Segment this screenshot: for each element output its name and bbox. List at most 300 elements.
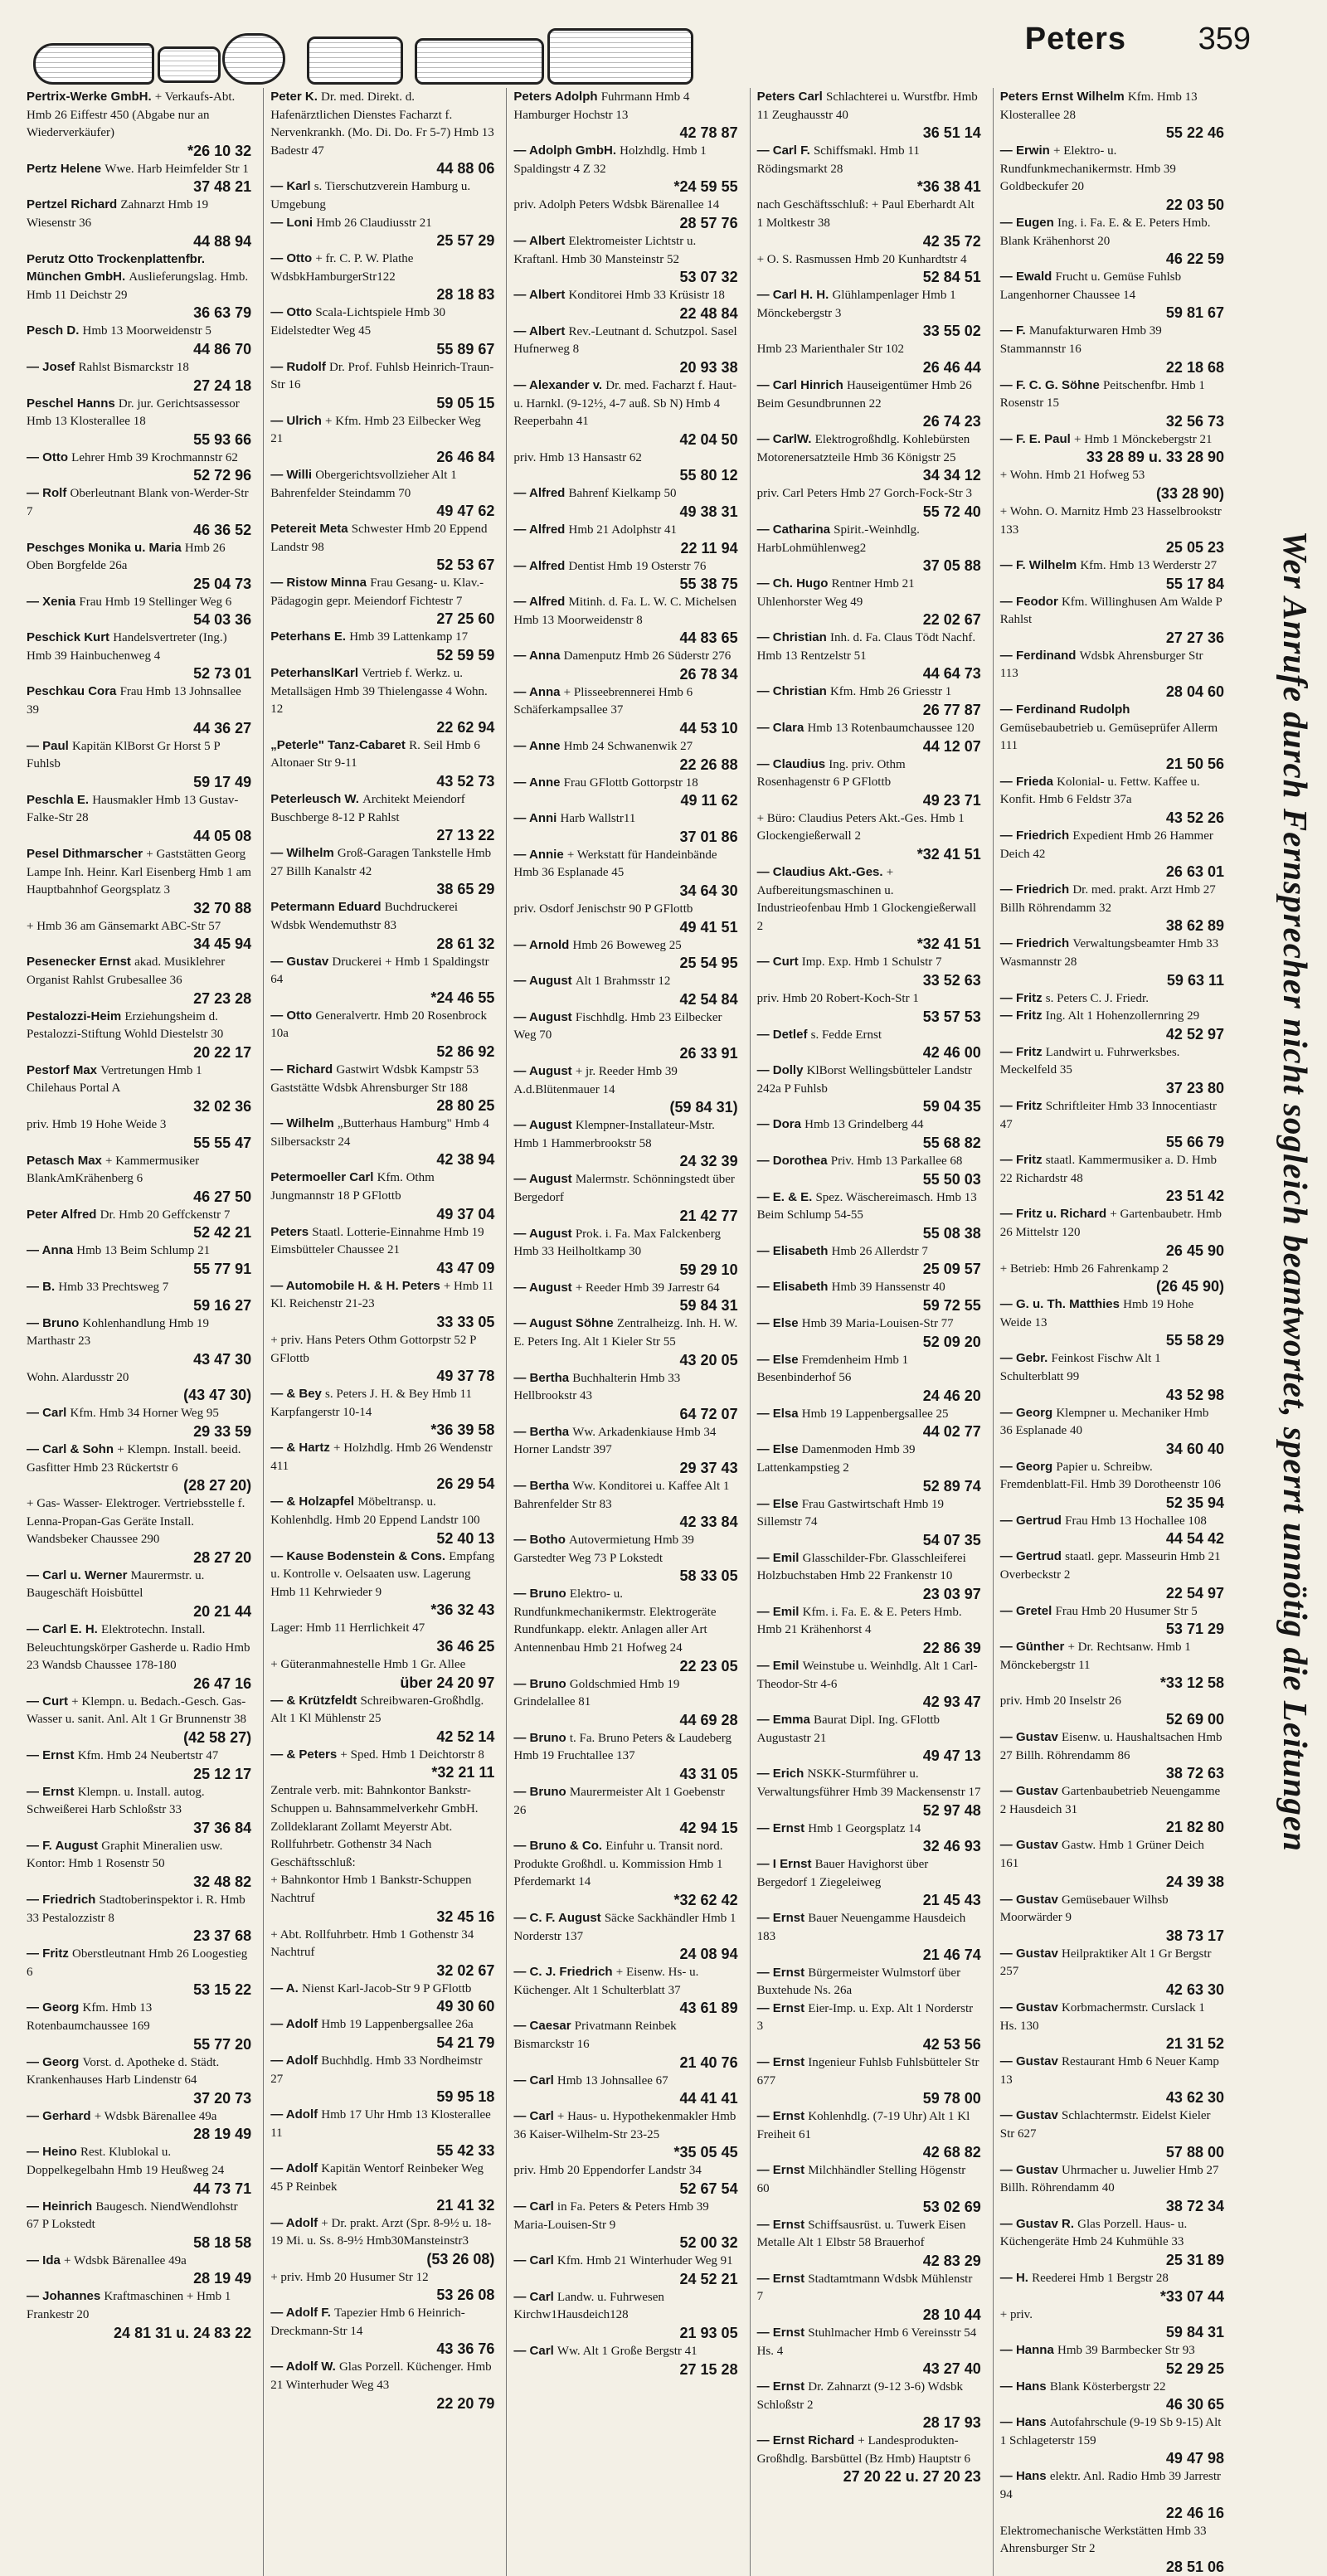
- entry-details: Konditorei Hmb 33 Krüsistr 18: [568, 289, 725, 303]
- entry-details: priv. Hmb 20 Eppendorfer Landstr 34: [513, 2164, 702, 2178]
- directory-entry: [1000, 2053, 1224, 2107]
- entry-phone-number: 26 33 91: [679, 1045, 738, 1062]
- entry-details: Landwirt u. Fuhrwerksbes. Meckelfeld 35: [999, 1045, 1180, 1077]
- entry-name: — Friedrich: [999, 829, 1073, 843]
- entry-name: — Ida: [27, 2253, 65, 2267]
- directory-entry: [1000, 1151, 1224, 1205]
- entry-name: — Heinrich: [27, 2199, 96, 2214]
- entry-details: Landw. u. Fuhrwesen Kirchw1Hausdeich128: [513, 2290, 664, 2322]
- directory-entry: [513, 2017, 737, 2071]
- directory-entry: [27, 593, 251, 629]
- entry-details: Scala-Lichtspiele Hmb 30 Eidelstedter Weg 45: [270, 306, 445, 338]
- directory-entry: [27, 1062, 251, 1115]
- directory-entry: [757, 1549, 981, 1603]
- entry-name: — Alexander v.: [513, 377, 606, 392]
- entry-name: Pestalozzi-Heim: [27, 1009, 125, 1023]
- entry-details: Hmb 39 Barmbecker Str 93: [1057, 2344, 1195, 2358]
- directory-entry: [1000, 1458, 1224, 1512]
- entry-phone-number: *33 12 58: [1159, 1674, 1224, 1692]
- entry-name: — Bruno & Co.: [513, 1839, 606, 1854]
- entry-details: Kfm. Willinghusen Am Walde P Rahlst: [999, 595, 1222, 627]
- entry-details: Elektrotechn. Install. Beleuchtungskörper Gasherde u. Radio Hmb 23 Wandsb Chaussee 178-180: [27, 1623, 250, 1673]
- directory-entry: [757, 1495, 981, 1549]
- entry-name: — & Hartz: [270, 1441, 334, 1456]
- briefcase-icon: [415, 38, 544, 85]
- directory-entry: [757, 142, 981, 196]
- entry-name: — Ulrich: [270, 413, 326, 428]
- directory-entry: [513, 1729, 737, 1783]
- directory-column: [750, 88, 988, 2576]
- entry-name: — August: [513, 1118, 576, 1133]
- entry-name: — Carl: [513, 2253, 557, 2268]
- entry-details: + Wohn. O. Marnitz Hmb 23 Hasselbrookstr 133: [999, 504, 1222, 537]
- entry-phone-number: 52 97 48: [922, 1801, 981, 1819]
- directory-entry: [513, 2072, 737, 2108]
- entry-details: Korbmachermstr. Curslack 1 Hs. 130: [999, 2000, 1205, 2033]
- entry-details: + fr. C. P. W. Plathe WdsbkHamburgerStr122: [270, 252, 414, 284]
- entry-phone-number: 49 23 71: [922, 791, 981, 809]
- entry-name: — Bruno: [513, 1587, 570, 1601]
- entry-name: — Georg: [27, 2054, 83, 2069]
- entry-details: Ingenieur Fuhlsb Fuhlsbütteler Str 677: [756, 2055, 979, 2088]
- entry-details: + Reeder Hmb 39 Jarrestr 64: [575, 1281, 720, 1295]
- entry-details: Frau Gastwirtschaft Hmb 19 Sillemstr 74: [756, 1497, 945, 1529]
- entry-name: — Dolly: [756, 1063, 807, 1078]
- entry-name: — Gustav: [999, 2108, 1062, 2123]
- directory-entry: [513, 972, 737, 1009]
- directory-entry: [270, 1619, 494, 1655]
- entry-phone-number: 44 12 07: [922, 737, 981, 755]
- directory-column: [993, 88, 1231, 2576]
- entry-name: — Anne: [513, 775, 564, 790]
- entry-name: — Adolf W.: [270, 2360, 339, 2374]
- directory-entry: [270, 628, 494, 664]
- entry-phone-number: 27 15 28: [679, 2360, 738, 2378]
- entry-phone-number: 43 52 26: [1165, 809, 1224, 827]
- entry-phone-number: 49 37 78: [436, 1368, 495, 1385]
- entry-details: Hausmakler Hmb 13 Gustav-Falke-Str 28: [27, 793, 239, 825]
- entry-details: Hmb 13 Moorweidenstr 5: [82, 324, 211, 338]
- entry-phone-number: 27 23 28: [193, 989, 252, 1007]
- gloves-icon: [158, 46, 221, 83]
- entry-name: — CarlW.: [756, 432, 815, 447]
- directory-entry: [27, 2143, 251, 2197]
- entry-phone-number: *35 05 45: [673, 2144, 738, 2161]
- entry-phone-number: 55 55 47: [193, 1134, 252, 1151]
- directory-entry: [27, 539, 251, 593]
- entry-phone-number: 42 78 87: [679, 124, 738, 142]
- directory-entry: [1000, 1548, 1224, 1601]
- directory-entry: [270, 1115, 494, 1169]
- directory-entry: [27, 1693, 251, 1747]
- entry-details: + Klempn. u. Bedach.-Gesch. Gas- Wasser u. sanit. Anl. Alt 1 Gr Brunnenstr 38: [27, 1694, 247, 1727]
- directory-entry: [270, 953, 494, 1007]
- entry-phone-number: 59 81 67: [1165, 304, 1224, 322]
- entry-details: Klempner-Installateur-Mstr. Hmb 1 Hammerbrookstr 58: [513, 1119, 715, 1150]
- directory-entry: [1000, 503, 1224, 557]
- directory-entry: [270, 304, 494, 357]
- directory-entry: [270, 1980, 494, 2016]
- entry-name: — Gustav R.: [999, 2216, 1078, 2231]
- directory-entry: [513, 1477, 737, 1531]
- entry-phone-number: 59 78 00: [922, 2090, 981, 2107]
- entry-details: Möbeltransp. u. Kohlenhdlg. Hmb 20 Eppend Landstr 100: [270, 1495, 480, 1528]
- entry-details: + Gartenbaubetr. Hmb 26 Mittelstr 120: [999, 1208, 1222, 1239]
- entry-phone-number: 43 27 40: [922, 2360, 981, 2378]
- entry-details: Vertretungen Hmb 1 Chilehaus Portal A: [27, 1063, 202, 1096]
- entry-phone-number: 55 80 12: [679, 467, 738, 484]
- directory-entry: [757, 629, 981, 683]
- entry-details: + Wohn. Hmb 21 Hofweg 53: [999, 469, 1145, 483]
- entry-name: — Caesar: [513, 2019, 575, 2034]
- entry-details: + Hmb 11 Kl. Reichenstr 21-23: [270, 1279, 494, 1311]
- entry-name: — Ernst: [27, 1784, 78, 1799]
- directory-entry: [513, 557, 737, 594]
- directory-entry: [270, 1061, 494, 1115]
- directory-entry: [270, 2214, 494, 2268]
- directory-entry: [27, 791, 251, 845]
- directory-entry: [27, 953, 251, 1007]
- entry-details: Hmb 13 Rotenbaumchaussee 120: [807, 722, 975, 736]
- entry-phone-number: 25 09 57: [922, 1261, 981, 1278]
- entry-phone-number: 42 46 00: [922, 1044, 981, 1062]
- entry-phone-number: über 24 20 97: [400, 1674, 495, 1691]
- entry-details: Kfm. Othm Jungmannstr 18 P GFlottb: [270, 1171, 435, 1203]
- directory-entry: [270, 1493, 494, 1547]
- entry-details: Hmb 19 Lappenbergsallee 25: [801, 1407, 949, 1421]
- entry-name: — F. E. Paul: [999, 431, 1074, 446]
- directory-entry: [27, 2287, 251, 2341]
- entry-details: Frau Hmb 20 Husumer Str 5: [1055, 1604, 1198, 1618]
- entry-details: Verwaltungsbeamter Hmb 33 Wasmannstr 28: [999, 937, 1219, 969]
- entry-name: Pesch D.: [27, 323, 83, 338]
- entry-name: — Carl & Sohn: [27, 1441, 118, 1456]
- purse-icon: [222, 33, 285, 85]
- entry-phone-number: 54 03 36: [193, 611, 252, 629]
- entry-phone-number: 55 77 91: [193, 1260, 252, 1277]
- entry-phone-number: 59 84 31: [679, 1297, 738, 1315]
- entry-name: — Carl: [513, 2199, 557, 2214]
- entry-phone-number: 54 07 35: [922, 1531, 981, 1548]
- entry-details: Oberleutnant Blank von-Werder-Str 7: [27, 487, 249, 518]
- entry-phone-number: 37 05 88: [922, 557, 981, 575]
- entry-name: — Elisabeth: [756, 1280, 832, 1295]
- entry-name: — Emil: [756, 1550, 803, 1565]
- entry-phone-number: *32 41 51: [916, 846, 981, 863]
- entry-phone-number: 42 04 50: [679, 430, 738, 448]
- entry-details: priv. Hmb 20 Robert-Koch-Str 1: [756, 992, 919, 1005]
- entry-details: Zentralheizg. Inh. H. W. E. Peters Ing. Alt 1 Kieler Str 55: [513, 1317, 738, 1349]
- entry-phone-number: 28 18 83: [436, 286, 495, 304]
- entry-phone-number: 43 47 09: [436, 1259, 495, 1276]
- entry-details: Heilpraktiker Alt 1 Gr Bergstr 257: [999, 1947, 1212, 1979]
- entry-phone-number: 26 74 23: [922, 413, 981, 430]
- entry-phone-number: 37 01 86: [679, 828, 738, 845]
- entry-details: Elektromechanische Werkstätten Hmb 33 Ahrensburger Str 2: [999, 2524, 1207, 2556]
- entry-name: — Eugen: [999, 215, 1057, 230]
- entry-phone-number: 59 84 31: [1165, 2324, 1224, 2341]
- entry-name: — Emil: [756, 1659, 803, 1674]
- directory-entry: [270, 2106, 494, 2160]
- entry-phone-number: 53 02 69: [922, 2198, 981, 2215]
- entry-details: priv. Osdorf Jenischstr 90 P GFlottb: [513, 902, 693, 916]
- entry-name: — Ernst: [756, 1820, 809, 1835]
- entry-name: — Gertrud: [999, 1549, 1066, 1564]
- entry-details: Harb Wallstr11: [560, 812, 636, 826]
- entry-details: Schwester Hmb 20 Eppend Landstr 98: [270, 522, 488, 554]
- entry-details: + jr. Reeder Hmb 39 A.d.Blütenmauer 14: [513, 1065, 678, 1096]
- entry-phone-number: 43 31 05: [679, 1766, 738, 1783]
- directory-entry: [27, 1315, 251, 1368]
- directory-entry: [757, 1278, 981, 1315]
- entry-details: Imp. Exp. Hmb 1 Schulstr 7: [801, 955, 942, 970]
- entry-phone-number: 26 47 16: [193, 1674, 252, 1692]
- directory-entry: [27, 1567, 251, 1621]
- entry-phone-number: 49 37 04: [436, 1205, 495, 1222]
- entry-details: Säcke Sackhändler Hmb 1 Norderstr 137: [513, 1912, 736, 1943]
- entry-phone-number: 52 29 25: [1165, 2360, 1224, 2377]
- entry-name: — Dorothea: [756, 1153, 831, 1168]
- entry-details: Lehrer Hmb 39 Krochmannstr 62: [71, 450, 238, 464]
- entry-name: — Anna: [513, 649, 564, 663]
- entry-phone-number: 43 20 05: [679, 1351, 738, 1368]
- entry-name: — Friedrich: [999, 936, 1073, 951]
- directory-entry: [1000, 1638, 1224, 1692]
- entry-details: Schiffsmakl. Hmb 11 Rödingsmarkt 28: [756, 144, 920, 176]
- entry-phone-number: 38 62 89: [1165, 917, 1224, 935]
- entry-details: Wwe. Harb Heimfelder Str 1: [105, 162, 249, 176]
- entry-name: — Xenia: [27, 594, 80, 609]
- entry-details: Blank Kösterbergstr 22: [1049, 2379, 1166, 2394]
- entry-details: Hmb 24 Schwanenwik 27: [563, 740, 693, 754]
- entry-details: s. Peters C. J. Friedr.: [1045, 991, 1149, 1005]
- directory-entry: [513, 1531, 737, 1585]
- directory-entry: [27, 88, 251, 160]
- directory-entry: [1000, 2378, 1224, 2414]
- directory-entry: [513, 1675, 737, 1729]
- entry-phone-number: 52 53 67: [436, 557, 495, 574]
- entry-name: — August: [513, 1172, 576, 1187]
- directory-entry: [27, 1441, 251, 1495]
- directory-entry: [757, 1657, 981, 1711]
- directory-entry: [757, 1351, 981, 1405]
- entry-details: Manufakturwaren Hmb 39 Stammannstr 16: [999, 324, 1162, 356]
- entry-name: Petasch Max: [27, 1153, 106, 1168]
- entry-phone-number: 33 33 05: [436, 1313, 495, 1330]
- entry-name: — Claudius Akt.-Ges.: [756, 865, 887, 880]
- entry-phone-number: 44 83 65: [679, 629, 738, 647]
- directory-entry: [27, 484, 251, 538]
- directory-entry: [27, 1115, 251, 1152]
- entry-phone-number: (53 26 08): [426, 2250, 495, 2267]
- entry-name: — Ernst: [27, 1748, 78, 1763]
- entry-name: Peschges Monika u. Maria: [27, 540, 185, 555]
- entry-phone-number: 34 64 30: [679, 882, 738, 900]
- directory-entry: [270, 790, 494, 844]
- entry-details: + Gas- Wasser- Elektroger. Vertriebsstelle f. Lenna-Propan-Gas Geräte Install. Wandsbeker Chaussee 290: [27, 1497, 245, 1547]
- directory-entry: [513, 2198, 737, 2252]
- directory-entry: [270, 1439, 494, 1493]
- directory-entry: [757, 1855, 981, 1909]
- entry-name: — Bruno: [513, 1676, 570, 1691]
- directory-entry: [513, 593, 737, 647]
- entry-name: Peterhans E.: [270, 629, 350, 644]
- entry-name: — Adolf F.: [270, 2306, 335, 2321]
- entry-details: Glasschilder-Fbr. Glasschleiferei Holzbuchstaben Hmb 22 Frankenstr 10: [756, 1551, 966, 1583]
- entry-name: — Albert: [513, 233, 569, 248]
- entry-details: Dr. Zahnarzt (9-12 3-6) Wdsbk Schloßstr 2: [756, 2380, 964, 2412]
- entry-name: — Alfred: [513, 558, 569, 573]
- directory-entry: [513, 1315, 737, 1368]
- directory-entry: [270, 844, 494, 898]
- directory-entry: [757, 340, 981, 377]
- entry-name: — Georg: [27, 2000, 83, 2015]
- entry-phone-number: 42 68 82: [922, 2144, 981, 2161]
- entry-name: — Adolf: [270, 2017, 322, 2032]
- entry-phone-number: 52 35 94: [1165, 1494, 1224, 1511]
- directory-entry: [1000, 2522, 1224, 2576]
- entry-name: — Ernst: [756, 2271, 809, 2286]
- entry-phone-number: 49 47 62: [436, 503, 495, 520]
- entry-phone-number: 26 45 90: [1165, 1242, 1224, 1259]
- entry-details: + Kammermusiker BlankAmKrähenberg 6: [27, 1154, 200, 1186]
- entry-phone-number: 20 93 38: [679, 358, 738, 376]
- entry-name: — Albert: [513, 323, 569, 338]
- directory-entry: [757, 521, 981, 575]
- entry-phone-number: 26 63 01: [1165, 863, 1224, 881]
- entry-name: — Carl F.: [756, 143, 814, 158]
- entry-details: + Güteranmahnestelle Hmb 1 Gr. Allee: [270, 1658, 466, 1672]
- entry-details: priv. Carl Peters Hmb 27 Gorch-Fock-Str 3: [756, 487, 972, 501]
- entry-phone-number: 37 48 21: [193, 178, 252, 196]
- entry-name: — Bertha: [513, 1478, 573, 1493]
- directory-entry: [757, 1115, 981, 1152]
- entry-details: Priv. Hmb 13 Parkallee 68: [830, 1154, 963, 1168]
- directory-entry: [27, 1945, 251, 1999]
- entry-phone-number: 59 17 49: [193, 773, 252, 790]
- entry-phone-number: 24 08 94: [679, 1946, 738, 1963]
- entry-name: PeterhanslKarl: [270, 666, 362, 681]
- entry-details: Architekt Meiendorf Buschberge 8-12 P Rahlst: [270, 793, 465, 824]
- suitcase-icon: [33, 43, 154, 85]
- entry-phone-number: 28 51 06: [1165, 2558, 1224, 2575]
- directory-entry: [757, 1026, 981, 1062]
- entry-name: — Hanna: [999, 2343, 1057, 2358]
- directory-entry: [757, 2000, 981, 2054]
- directory-entry: [270, 214, 494, 250]
- entry-phone-number: 22 54 97: [1165, 1584, 1224, 1601]
- entry-phone-number: 44 86 70: [193, 340, 252, 357]
- entry-phone-number: 59 04 35: [922, 1098, 981, 1115]
- directory-entry: [270, 898, 494, 952]
- directory-entry: [513, 232, 737, 286]
- entry-phone-number: 44 36 27: [193, 719, 252, 736]
- entry-details: Restaurant Hmb 6 Neuer Kamp 13: [999, 2055, 1219, 2087]
- directory-entry: [757, 250, 981, 287]
- entry-details: s. Tierschutzverein Hamburg u. Umgebung: [270, 180, 471, 211]
- directory-entry: [1000, 989, 1224, 1008]
- entry-details: Kohlenhdlg. (7-19 Uhr) Alt 1 Kl Freiheit 61: [756, 2110, 970, 2141]
- entry-name: — Ernst: [756, 1965, 809, 1980]
- entry-details: Wohn. Alardusstr 20: [27, 1370, 129, 1384]
- directory-entry: [1000, 1999, 1224, 2053]
- entry-details: Bauer Havighorst über Bergedorf 1 Ziegeleiweg: [756, 1858, 929, 1889]
- directory-entry: [513, 1009, 737, 1062]
- entry-details: Dr. med. Facharzt f. Haut- u. Harnkl. (9-12½, 4-7 auß. Sb N) Hmb 4 Reeperbahn 41: [513, 378, 737, 429]
- entry-name: — A.: [270, 1981, 302, 1995]
- directory-entry: [270, 88, 494, 177]
- directory-entry: [513, 2342, 737, 2379]
- entry-details: Dentist Hmb 19 Osterstr 76: [568, 559, 707, 573]
- directory-entry: [513, 1909, 737, 1963]
- entry-phone-number: 52 67 54: [679, 2180, 738, 2197]
- entry-details: Oberstleutnant Hmb 26 Loogestieg 6: [27, 1947, 248, 1979]
- directory-entry: [1000, 773, 1224, 827]
- entry-phone-number: 36 51 14: [922, 124, 981, 142]
- entry-details: Reederei Hmb 1 Bergstr 28: [1032, 2271, 1169, 2285]
- entry-details: + Elektro- u. Rundfunkmechanikermstr. Hmb 39 Goldbeckufer 20: [999, 144, 1176, 194]
- directory-entry: [757, 430, 981, 484]
- directory-entry: [27, 1242, 251, 1278]
- entry-name: — Arnold: [513, 937, 573, 952]
- entry-phone-number: 53 15 22: [193, 1981, 252, 1999]
- directory-entry: [27, 1783, 251, 1837]
- entry-details: Dr. jur. Gerichtsassessor Hmb 13 Klosterallee 18: [27, 396, 240, 429]
- entry-phone-number: 33 52 63: [922, 972, 981, 989]
- directory-entry: [757, 484, 981, 521]
- entry-phone-number: 42 38 94: [436, 1151, 495, 1169]
- entry-phone-number: 55 68 82: [922, 1134, 981, 1151]
- entry-name: — August Söhne: [513, 1316, 617, 1331]
- entry-details: Gemüsebauer Wilhsb Moorwärder 9: [999, 1893, 1169, 1925]
- entry-details: Stuhlmacher Hmb 6 Vereinsstr 54 Hs. 4: [756, 2326, 977, 2358]
- directory-entry: [1000, 2107, 1224, 2160]
- header-advertisement-icons: [33, 22, 937, 91]
- entry-phone-number: 34 34 12: [922, 467, 981, 484]
- entry-phone-number: 53 71 29: [1165, 1621, 1224, 1638]
- entry-details: Vorst. d. Apotheke d. Städt. Krankenhauses Harb Lindenstr 64: [27, 2055, 220, 2088]
- entry-details: Rev.-Leutnant d. Schutzpol. Sasel Hufnerweg 8: [513, 324, 737, 357]
- directory-entry: [757, 2054, 981, 2107]
- entry-phone-number: 23 51 42: [1165, 1188, 1224, 1205]
- entry-phone-number: *36 38 41: [916, 178, 981, 196]
- directory-entry: [757, 1441, 981, 1495]
- directory-entry: [513, 936, 737, 973]
- entry-details: + Wdsbk Bärenallee 49a: [64, 2253, 187, 2267]
- directory-entry: [1000, 1836, 1224, 1890]
- entry-name: — Ernst: [756, 1911, 809, 1926]
- bag-icon: [307, 36, 403, 85]
- entry-name: — Curt: [756, 955, 802, 970]
- entry-details: Erziehungsheim d. Pestalozzi-Stiftung Wohld Diestelstr 30: [27, 1009, 224, 1042]
- entry-name: — Bertha: [513, 1370, 573, 1385]
- entry-phone-number: 58 33 05: [679, 1567, 738, 1585]
- directory-entry: [513, 286, 737, 323]
- entry-details: Klempner u. Mechaniker Hmb 36 Esplanade 40: [999, 1406, 1209, 1438]
- entry-phone-number: 42 53 56: [922, 2035, 981, 2053]
- directory-entry: [1000, 466, 1224, 503]
- entry-phone-number: (59 84 31): [669, 1099, 738, 1116]
- directory-entry: [757, 719, 981, 756]
- entry-name: — Ernst: [756, 2054, 809, 2069]
- entry-phone-number: (26 45 90): [1155, 1278, 1224, 1295]
- directory-entry: [27, 358, 251, 395]
- directory-entry: [27, 160, 251, 197]
- entry-name: Pestorf Max: [27, 1062, 101, 1077]
- entry-details: + Verkaufs-Abt. Hmb 26 Eiffestr 450 (Abgabe nur an Wiederverkäufer): [27, 90, 236, 140]
- entry-details: Stadtoberinspektor i. R. Hmb 33 Pestalozzistr 8: [27, 1893, 245, 1925]
- entry-phone-number: 55 89 67: [436, 340, 495, 357]
